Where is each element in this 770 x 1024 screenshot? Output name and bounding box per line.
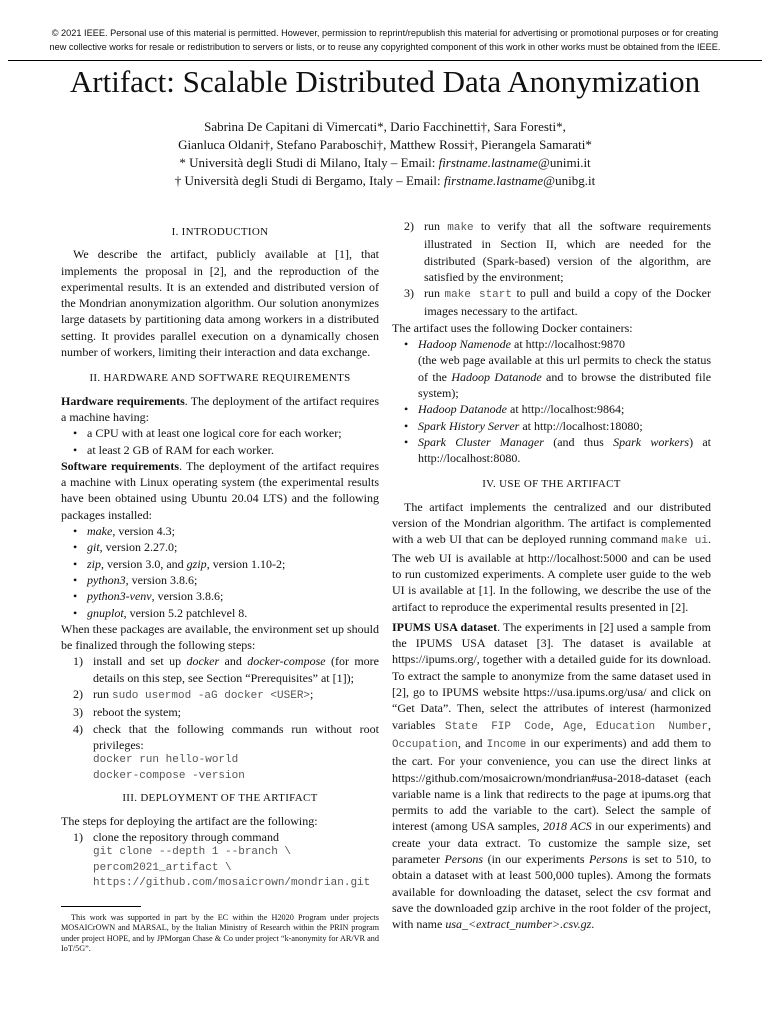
author-line: Gianluca Oldani†, Stefano Paraboschi†, Matthew Rossi†, Pierangela Samarati* <box>178 137 592 152</box>
paper-title: Artifact: Scalable Distributed Data Anonymization <box>69 64 701 99</box>
list-item: 3) run make start to pull and build a copy of the Docker images necessary to the artifact. <box>404 286 711 319</box>
list-item: • zip, version 3.0, and gzip, version 1.10-2; <box>61 556 379 572</box>
section-heading: I. INTRODUCTION <box>171 226 269 238</box>
author-line: Sabrina De Capitani di Vimercati*, Dario Facchinetti†, Sara Foresti*, <box>204 119 566 134</box>
package-list <box>61 523 379 621</box>
list-item: • a CPU with at least one logical core for each worker; <box>61 425 379 441</box>
list-item: • python3-venv, version 3.8.6; <box>61 588 379 604</box>
list-item: • git, version 2.27.0; <box>61 539 379 555</box>
right-column <box>392 218 711 932</box>
list-item: • Spark Cluster Manager (and thus Spark workers) at http://localhost:8080. <box>392 434 711 467</box>
setup-steps <box>61 653 379 753</box>
header-divider <box>8 60 762 61</box>
use-paragraph: The artifact implements the centralized and our distributed version of the Mondrian algorithm. The artifact is complemented with a web UI that can be deployed running command make ui. The web UI is available at http://localhost:5000 and can be used to run customized experiments. A complete user guide to the web UI is available at [1]. In the following, we describe the use of the artifact to reproduce the experimental results presented in [2]. <box>392 499 711 614</box>
section-heading: III. DEPLOYMENT OF THE ARTIFACT <box>122 792 318 805</box>
list-item: • Hadoop Datanode at http://localhost:9864; <box>392 401 711 417</box>
code-line: git clone --depth 1 --branch \ <box>93 846 292 859</box>
list-item: 3) reboot the system; <box>73 705 181 720</box>
funding-footnote: This work was supported in part by the EC within the H2020 Program under projects MOSAICrOWN and MARSAL, by the Italian Ministry of Research within the PRIN program under project HOPE, and by JPMorgan Chase & Co under project “k-anonymity for AR/VR and IoT/5G”. <box>61 912 379 954</box>
list-item: 2) run sudo usermod -aG docker <USER>; <box>73 687 314 703</box>
list-item: • Spark History Server at http://localhost:18080; <box>392 418 711 434</box>
copyright-line: new collective works for resale or redistribution to servers or lists, or to reuse any copyrighted component of this work in other works must be obtained from the IEEE. <box>49 42 721 52</box>
list-item: • python3, version 3.8.6; <box>61 572 379 588</box>
list-item: 2) run make to verify that all the software requirements illustrated in Section II, which are needed for the distributed (Spark-based) version of the algorithm, are satisfied by the environment; <box>404 219 711 284</box>
section-heading: IV. USE OF THE ARTIFACT <box>482 478 621 491</box>
hardware-paragraph: Hardware requirements. The deployment of the artifact requires a machine having: <box>61 393 379 424</box>
list-item: • at least 2 GB of RAM for each worker. <box>61 442 379 458</box>
ipums-paragraph: IPUMS USA dataset. The experiments in [2] used a sample from the IPUMS USA dataset [3]. The dataset is available at https://ipums.org/, together with a detailed guide for its download. To extract the sample to anonymize from the same dataset used in [2], go to IPUMS website https://usa.ipums.org/usa/ and click on “Get Data”. Then, select the attributes of interest (harmonized variables State FIP Code, Age, Education Number, Occupation, and Income in our experiments) and add them to the cart. For your convenience, you can use the direct links at https://github.com/mosaicrown/mondrian#usa-2018-dataset (each variable name is a link that redirects to the page at ipums.org that permits to add the variable to the cart). Select the sample of interest (among USA samples, 2018 ACS in our experiments) and create your data extract. To customize the sample size, set parameter Persons (in our experiments Persons is set to 510, to obtain a dataset with at least 500,000 tuples). Among the formats available for downloading the dataset, select the csv format and save the downloaded gzip archive in the root folder of the project, with name usa_<extract_number>.csv.gz. <box>392 619 712 932</box>
section-heading: II. HARDWARE AND SOFTWARE REQUIREMENTS <box>89 372 351 385</box>
deploy-intro: The steps for deploying the artifact are the following: <box>61 813 318 828</box>
hardware-list <box>61 425 379 458</box>
software-paragraph: Software requirements. The deployment of the artifact requires a machine with Linux operating system (the experimental results have been obtained using Ubuntu 20.04 LTS) and the following packages installed: <box>61 458 379 522</box>
containers-intro: The artifact uses the following Docker containers: <box>392 320 633 335</box>
list-item: 1) clone the repository through command <box>73 829 279 844</box>
code-line: percom2021_artifact \ <box>93 861 232 874</box>
affiliation-milano: * Università degli Studi di Milano, Italy – Email: firstname.lastname@unimi.it <box>179 155 591 170</box>
list-item: • gnuplot, version 5.2 patchlevel 8. <box>61 605 379 621</box>
list-item: • Hadoop Namenode at http://localhost:9870 (the web page available at this url permits to check the status of the Hadoop Datanode and to browse the distributed file system); <box>392 336 711 401</box>
container-list <box>392 336 711 466</box>
left-column <box>61 218 379 955</box>
code-line: docker-compose -version <box>93 769 245 782</box>
code-line: docker run hello-world <box>93 754 239 767</box>
deploy-steps <box>61 829 379 845</box>
list-item: 4) check that the following commands run without root privileges: <box>73 721 379 752</box>
code-line: https://github.com/mosaicrown/mondrian.git <box>93 877 371 890</box>
copyright-line: © 2021 IEEE. Personal use of this material is permitted. However, permission to reprint/republish this material for advertising or promotional purposes or for creating <box>51 28 719 38</box>
author-block <box>0 118 770 190</box>
affiliation-bergamo: † Università degli Studi di Bergamo, Italy – Email: firstname.lastname@unibg.it <box>174 173 596 188</box>
setup-paragraph: When these packages are available, the environment set up should be finalized through the following steps: <box>61 621 379 653</box>
list-item: 1) install and set up docker and docker-compose (for more details on this step, see Section “Prerequisites” at [1]); <box>73 654 379 685</box>
deploy-steps-continued <box>392 218 711 320</box>
footnote-divider <box>61 906 141 907</box>
intro-paragraph: We describe the artifact, publicly available at [1], that implements the proposal in [2], and the reproduction of the experimental results. It is an extended and distributed version of the Mondrian anonymization algorithm. Our solution anonymizes large datasets by partitioning data among workers in a distributed setting. It provides parallel execution on a dynamically chosen number of workers, limiting their interaction and data exchange. <box>61 247 379 360</box>
list-item: • make, version 4.3; <box>61 523 379 539</box>
copyright-notice <box>8 26 762 54</box>
